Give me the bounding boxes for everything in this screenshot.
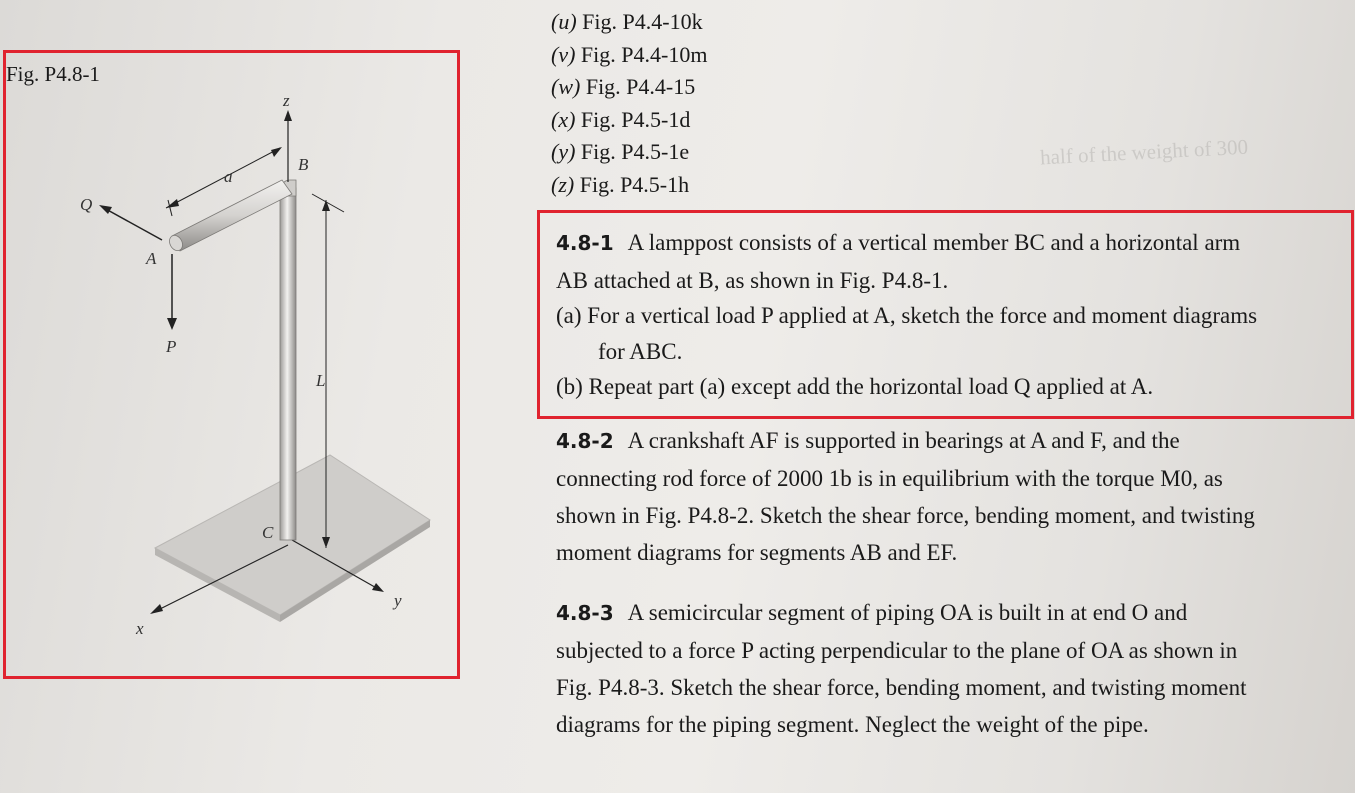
label-z: z: [283, 91, 290, 110]
problem-text-line: connecting rod force of 2000 1b is in equilibrium with the torque M0, as: [556, 466, 1223, 491]
problem-highlight-box: [537, 210, 1354, 419]
bleed-through-text: half of the weight of 300: [1039, 134, 1249, 170]
list-item: (v) Fig. P4.4-10m: [551, 41, 708, 67]
problem-part-a-cont: for ABC.: [598, 339, 683, 364]
problem-text-line: diagrams for the piping segment. Neglect the weight of the pipe.: [556, 712, 1149, 737]
label-q: Q: [80, 195, 93, 214]
problem-text-line: AB attached at B, as shown in Fig. P4.8-1.: [556, 268, 949, 293]
problem-text-line: Fig. P4.8-3. Sketch the shear force, bending moment, and twisting moment: [556, 675, 1247, 700]
label-x: x: [136, 619, 144, 638]
problem-text-line: shown in Fig. P4.8-2. Sketch the shear force, bending moment, and twisting: [556, 503, 1255, 528]
problem-text-line: A lamppost consists of a vertical member BC and a horizontal arm: [627, 230, 1241, 255]
problem-number: 4.8-3: [556, 601, 614, 625]
problem-part-a: (a) For a vertical load P applied at A, sketch the force and moment diagrams: [556, 303, 1258, 328]
list-item: (x) Fig. P4.5-1d: [551, 106, 691, 132]
problem-text-line: A crankshaft AF is supported in bearings at A and F, and the: [627, 428, 1180, 453]
problem-text-line: subjected to a force P acting perpendicular to the plane of OA as shown in: [556, 638, 1238, 663]
label-a: a: [224, 167, 233, 186]
figure-reference-list: [551, 6, 707, 201]
problem-number: 4.8-1: [556, 231, 614, 255]
label-c: C: [262, 523, 274, 542]
figure-highlight-box: [3, 50, 460, 679]
label-y: y: [394, 591, 402, 610]
list-item: (z) Fig. P4.5-1h: [551, 171, 690, 197]
label-b: B: [298, 155, 309, 174]
list-item: (w) Fig. P4.4-15: [551, 74, 696, 99]
problem-text-line: A semicircular segment of piping OA is built in at end O and: [627, 600, 1188, 625]
label-p: P: [166, 337, 177, 356]
problem-number: 4.8-2: [556, 429, 614, 453]
figure-caption: Fig. P4.8-1: [6, 62, 100, 86]
problem-text-line: moment diagrams for segments AB and EF.: [556, 540, 958, 565]
list-item: (y) Fig. P4.5-1e: [551, 139, 690, 164]
label-a-point: A: [146, 249, 157, 268]
problem-part-b: (b) Repeat part (a) except add the horizontal load Q applied at A.: [556, 374, 1154, 399]
list-item: (u) Fig. P4.4-10k: [551, 9, 703, 34]
label-l: L: [316, 371, 326, 390]
